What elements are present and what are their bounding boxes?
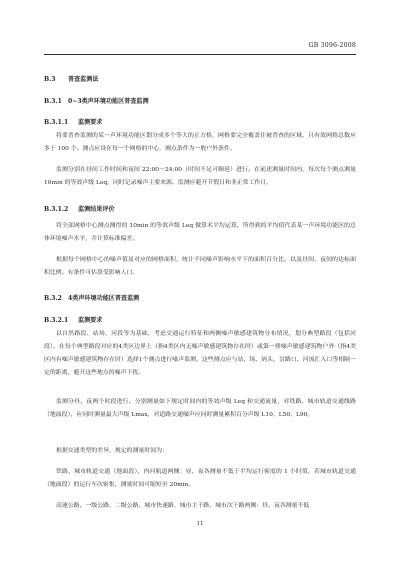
section-title: 普查监测法 [68, 76, 99, 83]
section-heading-b321 [44, 315, 102, 324]
paragraph-day-night: 监测分昼、夜两个时段进行。分别测量如下规定时间内的等效声级 Leq 和交通流量，对铁路、城市轨道交通线路（地面段），应同时测量最大声级 Lmax，对道路交通噪声应同时测量累积百分声级 L10、L50、L90。 [44, 399, 356, 418]
section-heading-b312 [44, 204, 115, 213]
section-number: B.3.1.1 [44, 119, 69, 126]
paragraph-grid-layout: 将要普查监测的某一声环境功能区划分成多个等大的正方格，网格要完全覆盖住被普查的区域，且有效网格总数应多于 100 个。测点应设在每一个网格的中心，测点条件为一般户外条件。 [44, 133, 356, 152]
section-heading-b311 [44, 117, 102, 126]
page-number: 11 [196, 521, 204, 527]
section-number: B.3.1.2 [44, 206, 69, 213]
paragraph-highway: 高速公路、一级公路、二级公路、城市快速路、城市主干路、城市次干路两侧：昼、夜各测量不低 [56, 503, 310, 509]
section-number: B.3.2 [44, 295, 62, 302]
section-title: 监测要求 [78, 119, 103, 126]
section-heading-b3 [44, 74, 98, 83]
section-title: 0~3类声环境功能区普查监测 [68, 98, 149, 105]
paragraph-area-stats: 根据每个网格中心的噪声值及对应的网格面积，统计不同噪声影响水平下的面积百分比，以及昼间、夜间的达标面积比例。有条件可估算受影响人口。 [44, 257, 356, 276]
paragraph-road-segments: 以自然路段、站场、河段等为基础，考虑交通运行特征和两侧噪声敏感建筑物分布情况，划分典型路段（包括河段）。在每个典型路段对应的4类区边界上（指4类区内无噪声敏感建筑物存在时）或第一排噪声敏感建筑物户外（指4类区内有噪声敏感建筑物存在时）选择1个测点进行噪声监测。这些测点应与站、场、码头、岔路口、河流汇入口等相隔一定的距离，避开这些地点的噪声干扰。 [44, 331, 356, 376]
section-title: 监测要求 [78, 317, 103, 324]
section-number: B.3.1 [44, 98, 62, 105]
section-title: 监测结果评价 [78, 206, 115, 213]
section-number: B.3 [44, 76, 56, 83]
paragraph-average-calc: 将全部网格中心测点测得的 10min 的等效声级 Leq 做算术平均运算，所得到的平均值代表某一声环境功能区的总体环境噪声水平，并计算标准偏差。 [44, 223, 356, 242]
section-heading-b32 [44, 293, 139, 302]
paragraph-monitoring-time: 监测分别在昼间工作时间和夜间 22:00～24:00（时间不足可顺延）进行。在前述测量时间内，每次每个测点测量 10min 的等效声级 Leq，同时记录噪声主要来源。监测应避开节假日和非正常工作日。 [44, 167, 356, 186]
paragraph-measure-time-intro: 根据交通类型的差异，规定的测量时间为： [56, 448, 168, 454]
header-rule [44, 54, 356, 55]
standard-number: GB 3096-2008 [308, 42, 356, 49]
section-heading-b31 [44, 96, 149, 105]
section-number: B.3.2.1 [44, 317, 69, 324]
paragraph-railway: 铁路、城市轨道交通（地面段）、内河航道两侧：昼、夜各测量不低于平均运行密度的 1 小时值，若城市轨道交通（地面段）的运行车次密集，测量时间可缩短至 20min。 [44, 469, 356, 488]
section-title: 4类声环境功能区普查监测 [68, 295, 140, 302]
